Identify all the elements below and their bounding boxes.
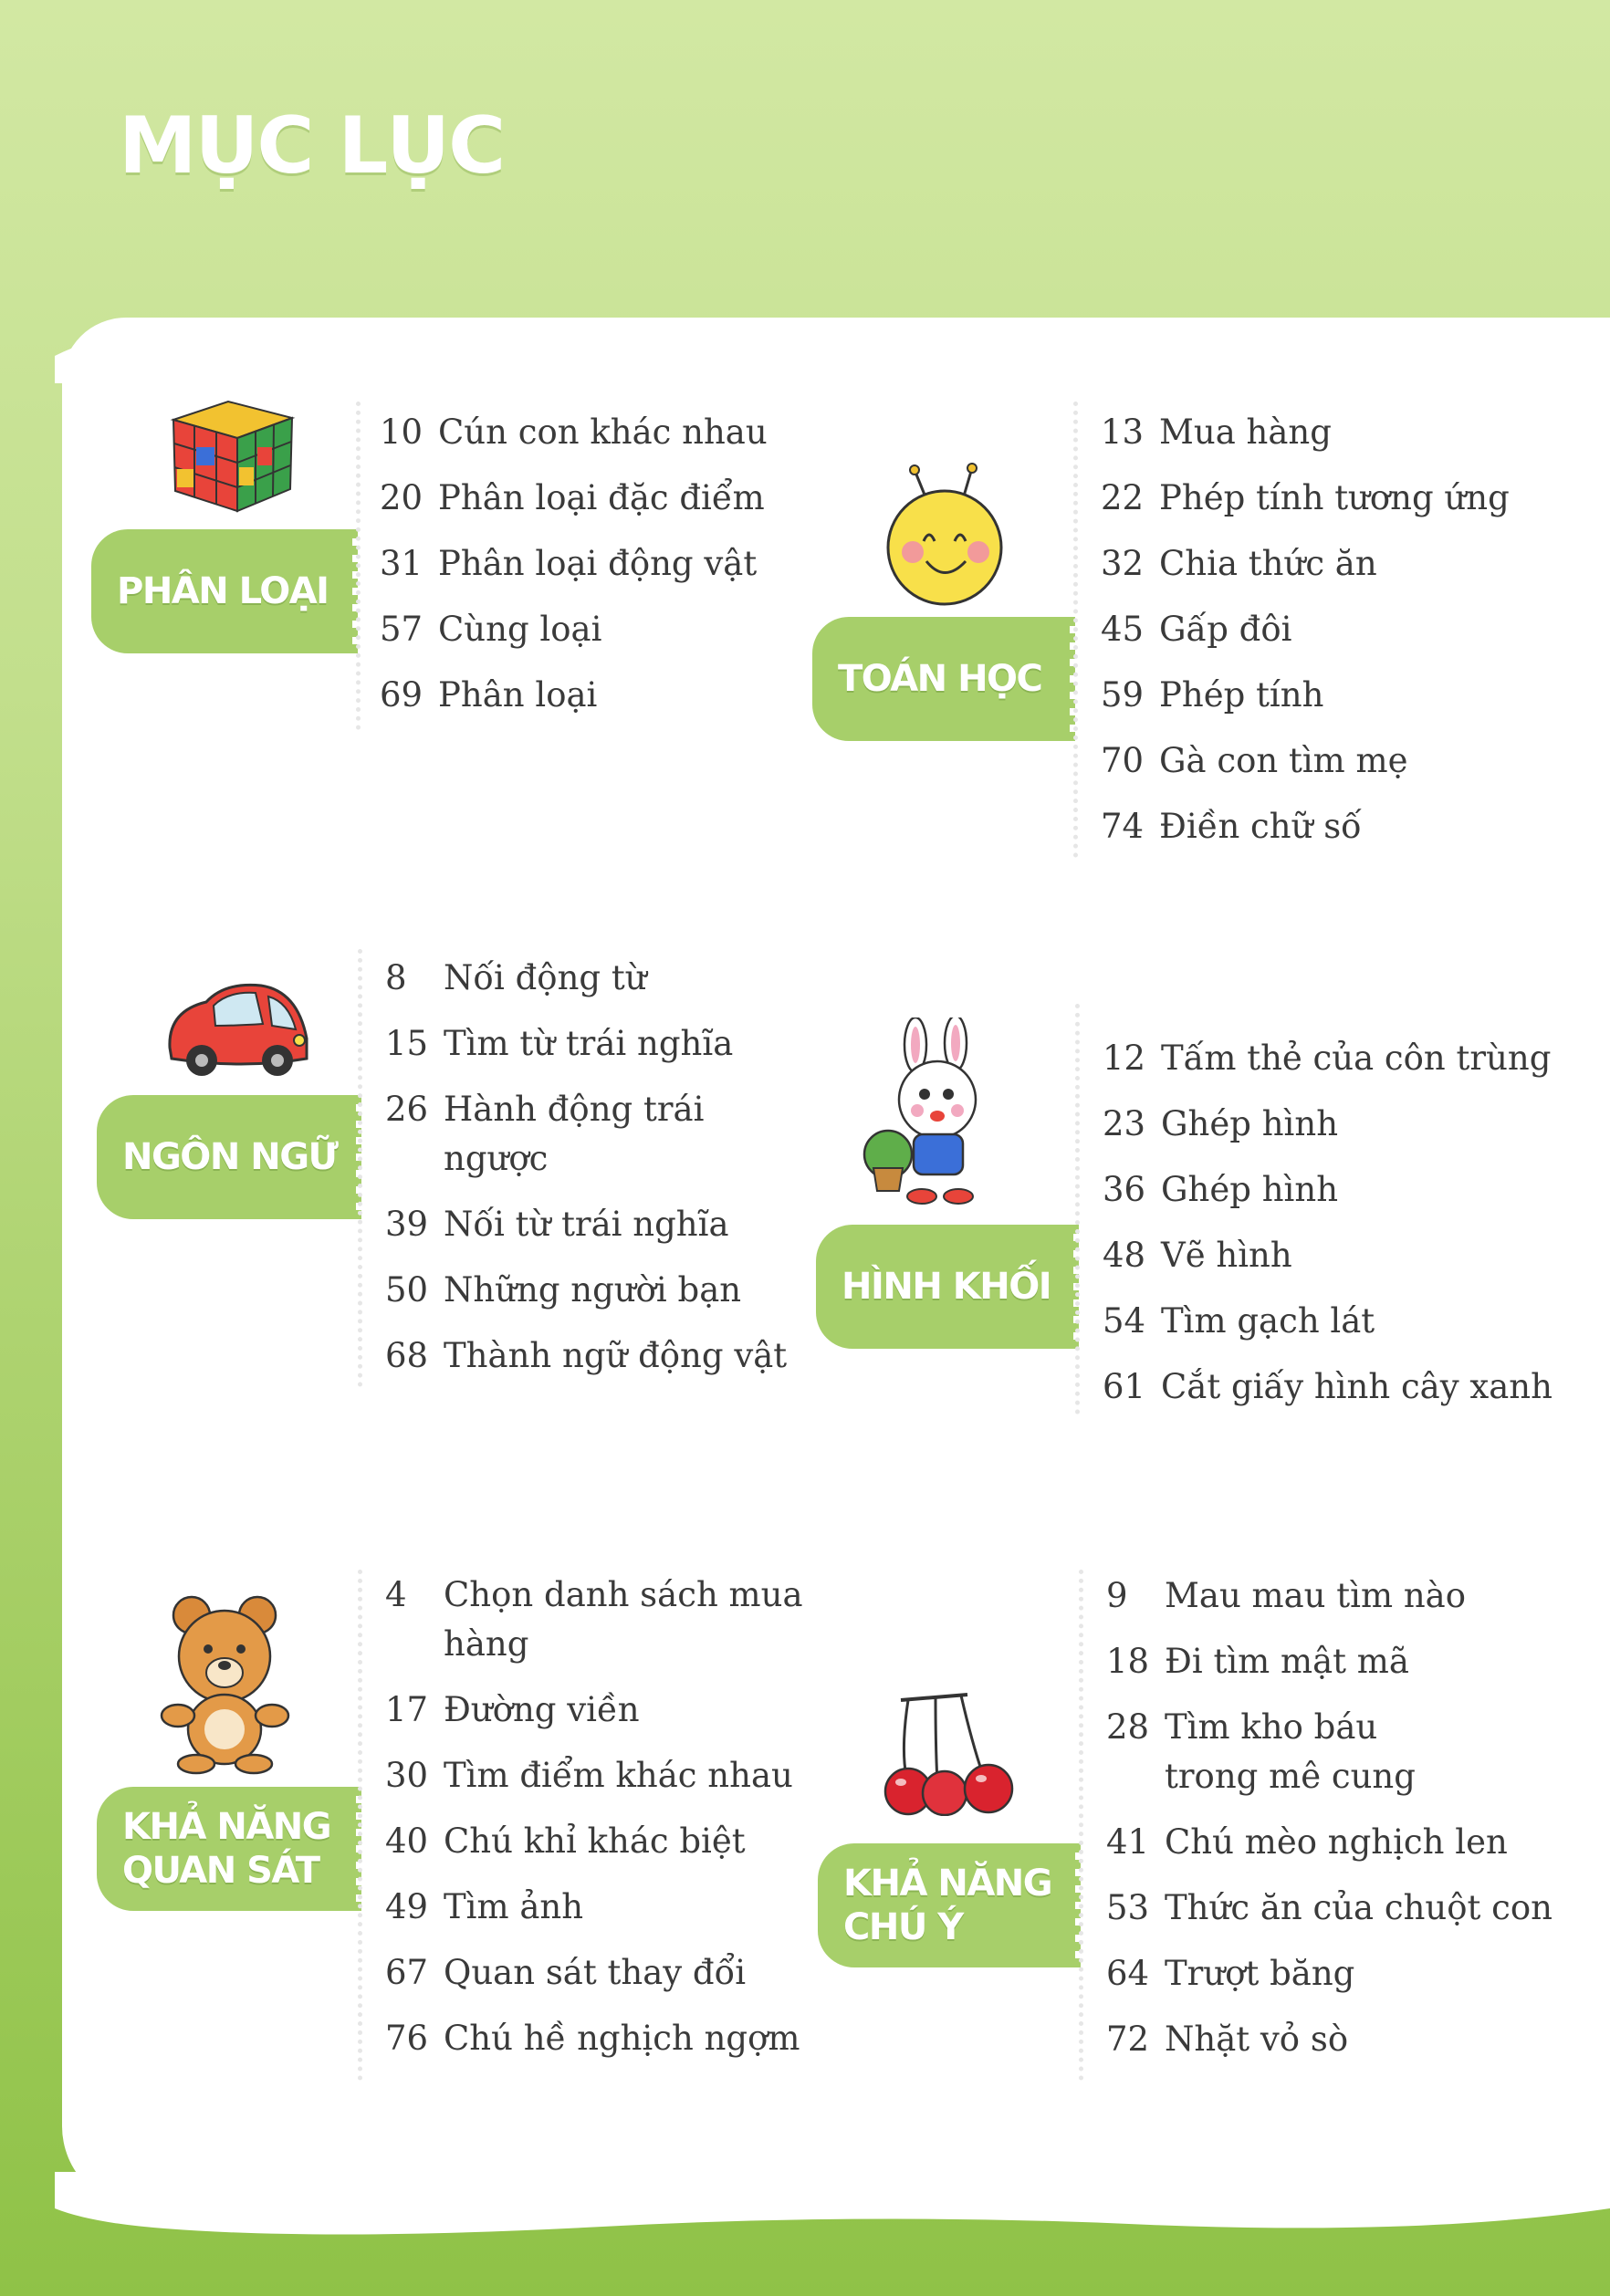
cherries-icon [881,1693,1027,1816]
toc-list-toan-hoc [1101,408,1575,868]
badge-line: KHẢ NĂNG [843,1863,1052,1905]
toc-item[interactable]: 17 Đường viền [385,1690,640,1729]
section-badge-phan-loai: PHÂN LOẠI [91,529,352,653]
smiley-face-icon [876,461,1013,607]
toc-item[interactable]: 30 Tìm điểm khác nhau [385,1756,793,1795]
toc-item[interactable]: 53 Thức ăn của chuột con [1106,1888,1552,1927]
toc-item[interactable]: 68 Thành ngữ động vật [385,1336,788,1375]
badge-line: QUAN SÁT [122,1850,319,1892]
toc-item[interactable]: 32 Chia thức ăn [1101,544,1377,583]
toc-item[interactable]: 28 Tìm kho báu trong mê cung [1106,1707,1416,1796]
toc-item[interactable]: 23 Ghép hình [1103,1104,1339,1143]
badge-line: CHÚ Ý [843,1906,963,1948]
section-divider [358,1570,362,2081]
toc-item[interactable]: 41 Chú mèo nghịch len [1106,1822,1508,1862]
teddy-bear-icon [155,1592,292,1775]
toc-item[interactable]: 13 Mua hàng [1101,412,1332,452]
toc-list-ngon-ngu [385,954,805,1397]
toc-list-kha-nang-chu-y [1106,1571,1563,2081]
toc-item[interactable]: 40 Chú khỉ khác biệt [385,1821,746,1861]
toc-item[interactable]: 26 Hành động trái ngược [385,1090,705,1178]
section-divider [1075,1004,1080,1414]
toc-item[interactable]: 49 Tìm ảnh [385,1887,584,1926]
toc-item[interactable]: 61 Cắt giấy hình cây xanh [1103,1367,1552,1406]
toc-list-phan-loai [380,408,800,736]
toc-item[interactable]: 59 Phép tính [1101,675,1324,715]
toc-item[interactable]: 70 Gà con tìm mẹ [1101,741,1408,780]
toc-item[interactable]: 12 Tấm thẻ của côn trùng [1103,1038,1552,1078]
toc-item[interactable]: 8 Nối động từ [385,958,647,997]
toc-item[interactable]: 48 Vẽ hình [1103,1236,1292,1275]
toc-item[interactable]: 20 Phân loại đặc điểm [380,478,765,517]
rubiks-cube-icon [164,392,301,520]
toc-item[interactable]: 72 Nhặt vỏ sò [1106,2019,1349,2059]
section-divider [356,402,361,730]
toc-item[interactable]: 31 Phân loại động vật [380,544,758,583]
rabbit-icon [853,1018,1018,1209]
toc-item[interactable]: 74 Điền chữ số [1101,807,1362,846]
toc-item[interactable]: 57 Cùng loại [380,610,602,649]
section-badge-ngon-ngu: NGÔN NGỮ [97,1095,356,1219]
toc-item[interactable]: 76 Chú hề nghịch ngợm [385,2019,800,2058]
section-divider [1073,402,1078,858]
red-car-icon [161,975,316,1084]
toc-item[interactable]: 64 Trượt băng [1106,1954,1355,1993]
toc-list-kha-nang-quan-sat [385,1571,805,2080]
panel-bottom-wave [55,2172,1610,2254]
section-divider [358,949,362,1387]
toc-item[interactable]: 22 Phép tính tương ứng [1101,478,1510,517]
toc-item[interactable]: 67 Quan sát thay đổi [385,1953,747,1992]
toc-item[interactable]: 18 Đi tìm mật mã [1106,1642,1409,1681]
toc-item[interactable]: 45 Gấp đôi [1101,610,1292,649]
section-badge-toan-hoc: TOÁN HỌC [812,617,1070,741]
toc-item[interactable]: 69 Phân loại [380,675,598,715]
section-badge-hinh-khoi: HÌNH KHỐI [816,1225,1073,1349]
toc-item[interactable]: 9 Mau mau tìm nào [1106,1576,1466,1615]
section-divider [1079,1570,1083,2081]
toc-item[interactable]: 36 Ghép hình [1103,1170,1339,1209]
toc-item[interactable]: 15 Tìm từ trái nghĩa [385,1024,734,1063]
toc-item[interactable]: 54 Tìm gạch lát [1103,1301,1375,1341]
panel-top-wave [55,301,1610,383]
toc-item[interactable]: 39 Nối từ trái nghĩa [385,1205,729,1244]
toc-item[interactable]: 4 Chọn danh sách mua hàng [385,1575,803,1664]
section-badge-kha-nang-quan-sat [97,1787,356,1911]
section-badge-kha-nang-chu-y [818,1843,1075,1967]
toc-item[interactable]: 50 Những người bạn [385,1270,742,1310]
badge-line: KHẢ NĂNG [122,1806,331,1848]
toc-item[interactable]: 10 Cún con khác nhau [380,412,768,452]
page-title: MỤC LỤC [119,100,505,192]
toc-list-hinh-khoi [1103,1034,1595,1428]
